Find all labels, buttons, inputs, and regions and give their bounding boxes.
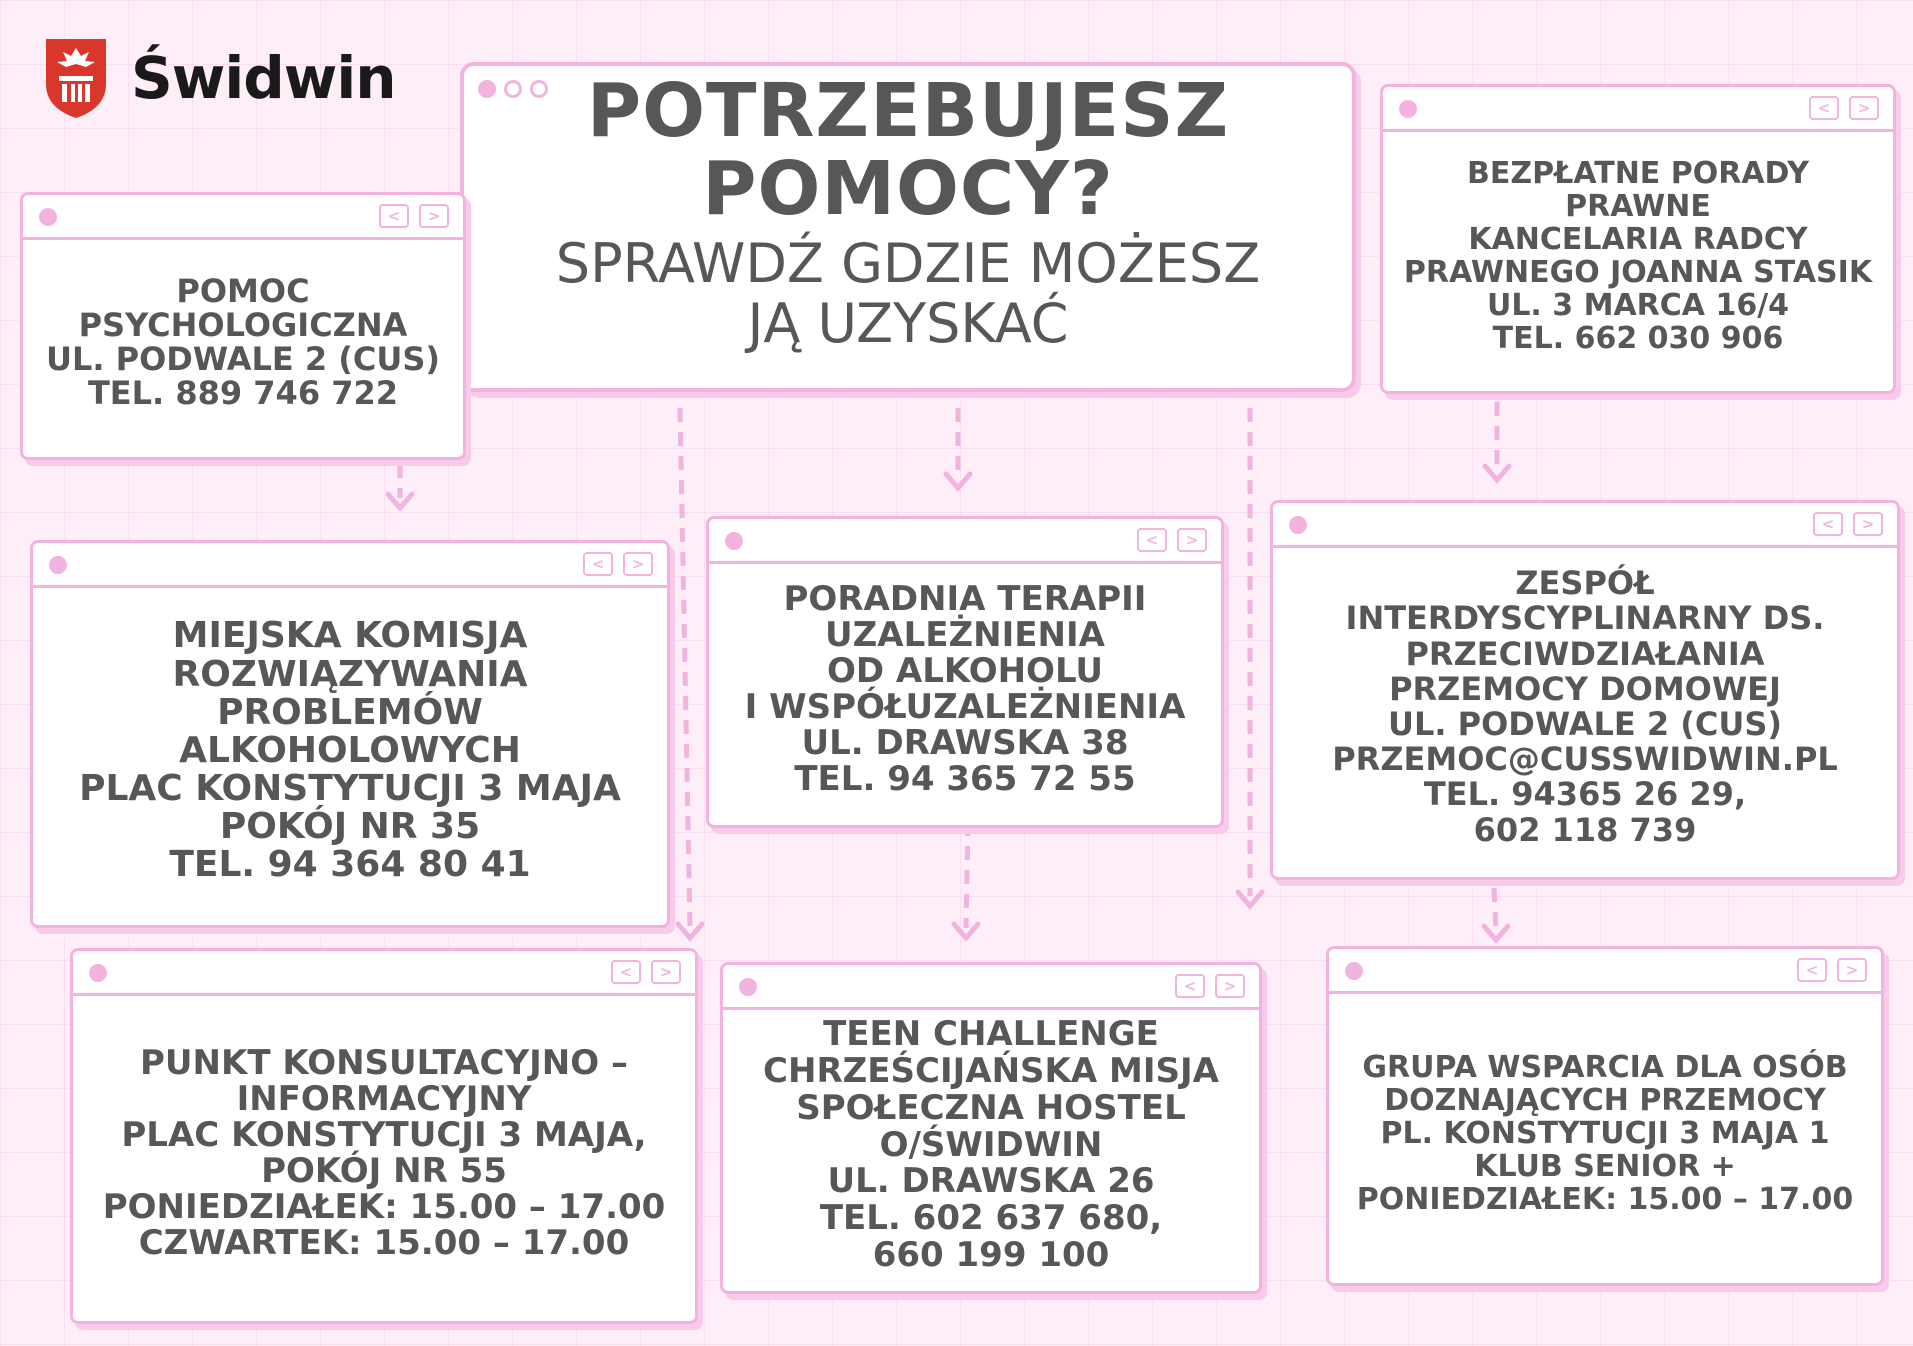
chevron-right-icon: > — [419, 204, 449, 228]
window-dot-icon — [739, 978, 757, 996]
header-panel — [460, 62, 1356, 392]
chevron-left-icon: < — [1809, 96, 1839, 120]
chevron-left-icon: < — [379, 204, 409, 228]
chevron-left-icon: < — [1813, 512, 1843, 536]
chevron-left-icon: < — [1137, 528, 1167, 552]
chevron-right-icon: > — [1177, 528, 1207, 552]
chevron-right-icon: > — [1215, 974, 1245, 998]
card-support-group — [1326, 946, 1884, 1286]
card-text: BEZPŁATNE PORADY PRAWNE KANCELARIA RADCY PRAWNEGO JOANNA STASIK UL. 3 MARCA 16/4 TEL. 662 030 906 — [1403, 156, 1873, 356]
window-dot-icon — [1345, 962, 1363, 980]
card-teen-challenge — [720, 962, 1262, 1294]
card-legal-advice — [1380, 84, 1896, 394]
window-dot-icon — [39, 208, 57, 226]
window-dot-icon — [725, 532, 743, 550]
window-dot-icon — [89, 964, 107, 982]
window-dot-icon — [1289, 516, 1307, 534]
card-text: TEEN CHALLENGE CHRZEŚCIJAŃSKA MISJA SPOŁECZNA HOSTEL O/ŚWIDWIN UL. DRAWSKA 26 TEL. 602 637 680, 660 199 100 — [763, 1014, 1219, 1275]
card-psychological-help — [20, 192, 466, 460]
city-logo — [43, 36, 396, 120]
window-dot-icon — [49, 556, 67, 574]
card-domestic-violence-team — [1270, 500, 1900, 880]
coat-of-arms-icon — [43, 36, 109, 120]
window-dot-icon — [1399, 100, 1417, 118]
chevron-left-icon: < — [1175, 974, 1205, 998]
card-alcohol-commission — [30, 540, 670, 928]
chevron-left-icon: < — [583, 552, 613, 576]
chevron-right-icon: > — [651, 960, 681, 984]
chevron-right-icon: > — [1849, 96, 1879, 120]
card-text: PUNKT KONSULTACYJNO – INFORMACYJNY PLAC KONSTYTUCJI 3 MAJA, POKÓJ NR 55 PONIEDZIAŁEK: 15.00 – 17.00 CZWARTEK: 15.00 – 17.00 — [102, 1042, 666, 1264]
card-text: GRUPA WSPARCIA DLA OSÓB DOZNAJĄCYCH PRZEMOCY PL. KONSTYTUCJI 3 MAJA 1 KLUB SENIOR + PONIEDZIAŁEK: 15.00 – 17.00 — [1356, 1049, 1854, 1217]
chevron-left-icon: < — [611, 960, 641, 984]
card-text: POMOC PSYCHOLOGICZNA UL. PODWALE 2 (CUS) TEL. 889 746 722 — [45, 272, 441, 412]
card-consultation-point — [70, 948, 698, 1324]
page-title: POTRZEBUJESZ POMOCY? — [586, 68, 1230, 232]
city-name: Świdwin — [131, 44, 396, 112]
card-text: MIEJSKA KOMISJA ROZWIĄZYWANIA PROBLEMÓW ALKOHOLOWYCH PLAC KONSTYTUCJI 3 MAJA POKÓJ NR 35 TEL. 94 364 80 41 — [79, 615, 621, 886]
card-addiction-clinic — [706, 516, 1224, 828]
chevron-right-icon: > — [623, 552, 653, 576]
card-text: ZESPÓŁ INTERDYSCYPLINARNY DS. PRZECIWDZIAŁANIA PRZEMOCY DOMOWEJ UL. PODWALE 2 (CUS) PRZEMOC@CUSSWIDWIN.PL TEL. 94365 26 29, 602 118 739 — [1332, 564, 1838, 849]
card-text: PORADNIA TERAPII UZALEŻNIENIA OD ALKOHOLU I WSPÓŁUZALEŻNIENIA UL. DRAWSKA 38 TEL. 94 365 72 55 — [744, 578, 1186, 800]
chevron-left-icon: < — [1797, 958, 1827, 982]
page-subtitle: SPRAWDŹ GDZIE MOŻESZ JĄ UZYSKAĆ — [555, 232, 1261, 355]
chevron-right-icon: > — [1837, 958, 1867, 982]
chevron-right-icon: > — [1853, 512, 1883, 536]
